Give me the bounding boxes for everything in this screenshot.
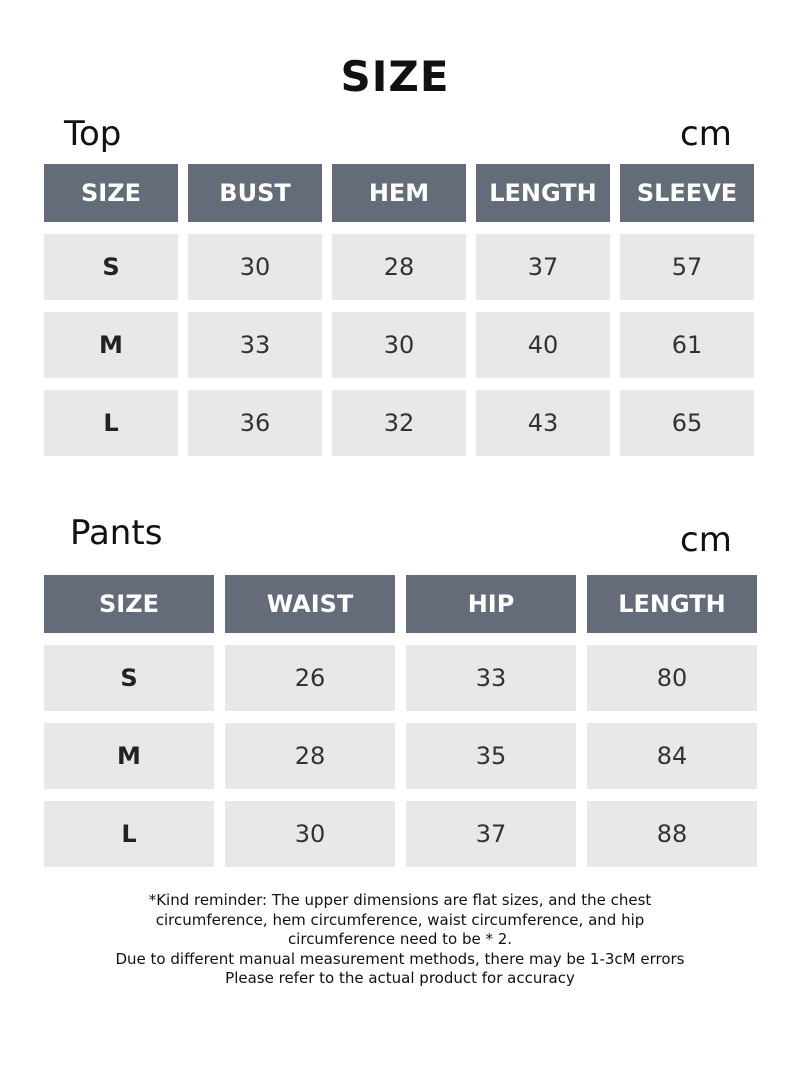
top-row-m-sleeve: 61 bbox=[620, 312, 754, 378]
top-header-size: SIZE bbox=[44, 164, 178, 222]
top-row-s-bust: 30 bbox=[188, 234, 322, 300]
pants-row-s-hip: 33 bbox=[406, 645, 576, 711]
top-row-s-size: S bbox=[44, 234, 178, 300]
top-row-l-size: L bbox=[44, 390, 178, 456]
pants-header-hip: HIP bbox=[406, 575, 576, 633]
note-line: Please refer to the actual product for accuracy bbox=[225, 969, 575, 987]
pants-row-l-waist: 30 bbox=[225, 801, 395, 867]
pants-header-waist: WAIST bbox=[225, 575, 395, 633]
note-line: Due to different manual measurement methods, there may be 1-3cM errors bbox=[115, 949, 685, 968]
pants-row-m-waist: 28 bbox=[225, 723, 395, 789]
top-size-table bbox=[44, 164, 754, 456]
top-row-m-hem: 30 bbox=[332, 312, 466, 378]
note-line: circumference, hem circumference, waist circumference, and hip bbox=[155, 910, 645, 929]
top-row-m-length: 40 bbox=[476, 312, 610, 378]
measurement-note bbox=[60, 891, 740, 989]
top-header-bust: BUST bbox=[188, 164, 322, 222]
top-row-m-size: M bbox=[44, 312, 178, 378]
note-line: *Kind reminder: The upper dimensions are flat sizes, and the chest bbox=[148, 891, 652, 909]
top-header-hem: HEM bbox=[332, 164, 466, 222]
pants-row-s-length: 80 bbox=[587, 645, 757, 711]
pants-row-s-waist: 26 bbox=[225, 645, 395, 711]
pants-row-m-hip: 35 bbox=[406, 723, 576, 789]
pants-size-table bbox=[44, 575, 757, 867]
pants-header-length: LENGTH bbox=[587, 575, 757, 633]
pants-row-m-length: 84 bbox=[587, 723, 757, 789]
top-row-l-hem: 32 bbox=[332, 390, 466, 456]
top-header-sleeve: SLEEVE bbox=[620, 164, 754, 222]
top-row-l-bust: 36 bbox=[188, 390, 322, 456]
top-section-label: Top bbox=[64, 114, 122, 154]
pants-row-l-size: L bbox=[44, 801, 214, 867]
pants-unit-label: cm bbox=[680, 520, 732, 560]
pants-header-size: SIZE bbox=[44, 575, 214, 633]
top-row-l-sleeve: 65 bbox=[620, 390, 754, 456]
note-line: circumference need to be * 2. bbox=[287, 930, 513, 948]
top-row-l-length: 43 bbox=[476, 390, 610, 456]
top-unit-label: cm bbox=[680, 114, 732, 154]
top-row-s-hem: 28 bbox=[332, 234, 466, 300]
pants-row-l-hip: 37 bbox=[406, 801, 576, 867]
top-row-s-sleeve: 57 bbox=[620, 234, 754, 300]
page-title: SIZE bbox=[340, 52, 450, 101]
pants-row-l-length: 88 bbox=[587, 801, 757, 867]
top-row-m-bust: 33 bbox=[188, 312, 322, 378]
pants-row-m-size: M bbox=[44, 723, 214, 789]
pants-section-label: Pants bbox=[70, 513, 163, 553]
top-row-s-length: 37 bbox=[476, 234, 610, 300]
top-header-length: LENGTH bbox=[476, 164, 610, 222]
pants-row-s-size: S bbox=[44, 645, 214, 711]
